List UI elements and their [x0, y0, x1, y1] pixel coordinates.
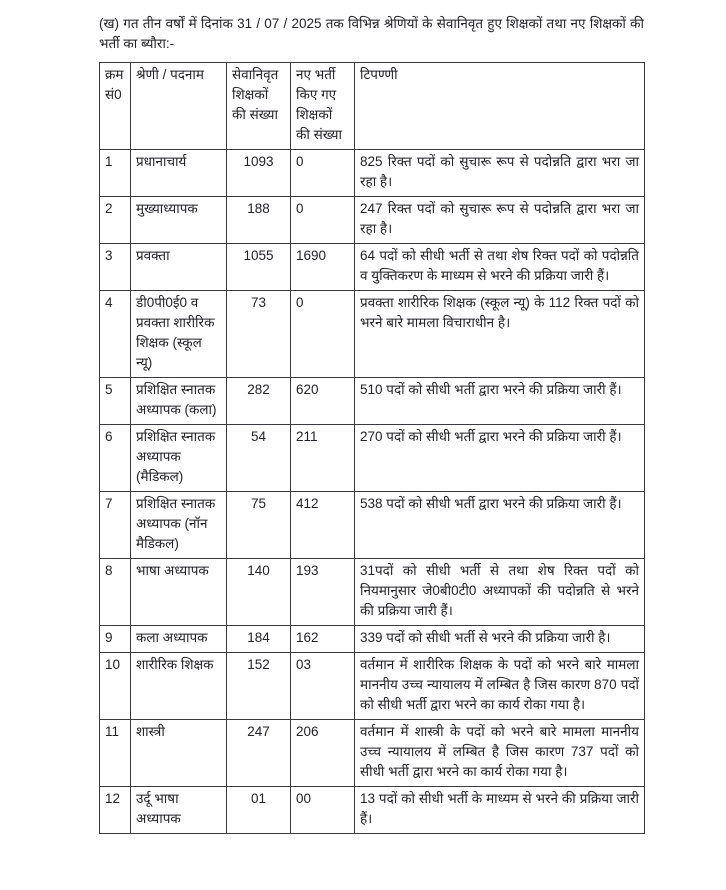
table-row [100, 150, 645, 197]
table-row [100, 492, 645, 559]
cell-serial-number: 9 [100, 626, 131, 653]
cell-retired-count: 247 [227, 720, 291, 787]
cell-retired-count: 73 [227, 291, 291, 378]
cell-retired-count: 01 [227, 787, 291, 834]
cell-recruited-count: 162 [291, 626, 355, 653]
cell-serial-number: 2 [100, 197, 131, 244]
teachers-table [99, 62, 645, 834]
cell-remark: 510 पदों को सीधी भर्ती द्वारा भरने की प्रक्रिया जारी हैं। [355, 378, 645, 425]
table-row [100, 291, 645, 378]
table-row [100, 720, 645, 787]
cell-remark: वर्तमान में शारीरिक शिक्षक के पदों को भरने बारे मामला माननीय उच्च न्यायालय में लम्बित है जिस कारण 870 पदों को सीधी भर्ती द्वारा भरने का कार्य रोका गया है। [355, 653, 645, 720]
cell-retired-count: 152 [227, 653, 291, 720]
table-row [100, 787, 645, 834]
cell-retired-count: 184 [227, 626, 291, 653]
table-row [100, 197, 645, 244]
cell-category: कला अध्यापक [131, 626, 227, 653]
table-row [100, 425, 645, 492]
cell-retired-count: 282 [227, 378, 291, 425]
cell-serial-number: 4 [100, 291, 131, 378]
cell-remark: 339 पदों को सीधी भर्ती से भरने की प्रक्रिया जारी है। [355, 626, 645, 653]
table-row [100, 653, 645, 720]
cell-retired-count: 188 [227, 197, 291, 244]
cell-recruited-count: 193 [291, 559, 355, 626]
cell-category: प्रशिक्षित स्नातक अध्यापक (कला) [131, 378, 227, 425]
table-header-row [100, 63, 645, 150]
cell-recruited-count: 0 [291, 197, 355, 244]
cell-category: प्रवक्ता [131, 244, 227, 291]
cell-category: उर्दू भाषा अध्यापक [131, 787, 227, 834]
cell-category: प्रधानाचार्य [131, 150, 227, 197]
cell-recruited-count: 00 [291, 787, 355, 834]
cell-recruited-count: 620 [291, 378, 355, 425]
cell-category: डी0पी0ई0 व प्रवक्ता शारीरिक शिक्षक (स्कूल न्यू) [131, 291, 227, 378]
cell-recruited-count: 03 [291, 653, 355, 720]
cell-category: भाषा अध्यापक [131, 559, 227, 626]
cell-category: शास्त्री [131, 720, 227, 787]
cell-remark: 825 रिक्त पदों को सुचारू रूप से पदोन्नति द्वारा भरा जा रहा है। [355, 150, 645, 197]
cell-serial-number: 3 [100, 244, 131, 291]
cell-serial-number: 11 [100, 720, 131, 787]
cell-recruited-count: 206 [291, 720, 355, 787]
cell-serial-number: 8 [100, 559, 131, 626]
cell-remark: प्रवक्ता शारीरिक शिक्षक (स्कूल न्यू) के 112 रिक्त पदों को भरने बारे मामला विचाराधीन है। [355, 291, 645, 378]
cell-recruited-count: 1690 [291, 244, 355, 291]
header-category-designation: श्रेणी / पदनाम [131, 63, 227, 150]
cell-recruited-count: 211 [291, 425, 355, 492]
cell-serial-number: 10 [100, 653, 131, 720]
cell-serial-number: 12 [100, 787, 131, 834]
table-body [100, 150, 645, 834]
table-row [100, 244, 645, 291]
header-remarks: टिपण्णी [355, 63, 645, 150]
header-retired-teachers-count: सेवानिवृत शिक्षकों की संख्या [227, 63, 291, 150]
cell-remark: 538 पदों को सीधी भर्ती द्वारा भरने की प्रक्रिया जारी हैं। [355, 492, 645, 559]
cell-retired-count: 1055 [227, 244, 291, 291]
header-serial-number: क्रम सं0 [100, 63, 131, 150]
cell-category: शारीरिक शिक्षक [131, 653, 227, 720]
header-new-recruited-teachers-count: नए भर्ती किए गए शिक्षकों की संख्या [291, 63, 355, 150]
cell-remark: 64 पदों को सीधी भर्ती से तथा शेष रिक्त पदों को पदोन्नति व युक्तिकरण के माध्यम से भरने की प्रक्रिया जारी हैं। [355, 244, 645, 291]
cell-retired-count: 75 [227, 492, 291, 559]
cell-serial-number: 5 [100, 378, 131, 425]
cell-serial-number: 1 [100, 150, 131, 197]
cell-remark: 270 पदों को सीधी भर्ती द्वारा भरने की प्रक्रिया जारी हैं। [355, 425, 645, 492]
table-row [100, 626, 645, 653]
cell-remark: 247 रिक्त पदों को सुचारू रूप से पदोन्नति द्वारा भरा जा रहा है। [355, 197, 645, 244]
document-page [99, 14, 644, 834]
cell-recruited-count: 0 [291, 150, 355, 197]
cell-retired-count: 54 [227, 425, 291, 492]
cell-retired-count: 140 [227, 559, 291, 626]
cell-recruited-count: 0 [291, 291, 355, 378]
cell-category: प्रशिक्षित स्नातक अध्यापक (नॉन मैडिकल) [131, 492, 227, 559]
intro-paragraph: (ख) गत तीन वर्षों में दिनांक 31 / 07 / 2025 तक विभिन्न श्रेणियों के सेवानिवृत हुए शिक्षकों तथा नए शिक्षकों की भर्ती का ब्यौरा:- [99, 16, 644, 51]
cell-category: मुख्याध्यापक [131, 197, 227, 244]
cell-remark: 13 पदों को सीधी भर्ती के माध्यम से भरने की प्रक्रिया जारी हैं। [355, 787, 645, 834]
table-row [100, 559, 645, 626]
cell-remark: वर्तमान में शास्त्री के पदों को भरने बारे मामला माननीय उच्च न्यायालय में लम्बित है जिस कारण 737 पदों को सीधी भर्ती द्वारा भरने का कार्य रोका गया है। [355, 720, 645, 787]
cell-category: प्रशिक्षित स्नातक अध्यापक (मैडिकल) [131, 425, 227, 492]
cell-serial-number: 7 [100, 492, 131, 559]
cell-retired-count: 1093 [227, 150, 291, 197]
cell-serial-number: 6 [100, 425, 131, 492]
table-row [100, 378, 645, 425]
cell-remark: 31पदों को सीधी भर्ती से तथा शेष रिक्त पदों को नियमानुसार जे0बी0टी0 अध्यापकों की पदोन्नति से भरने की प्रक्रिया जारी हैं। [355, 559, 645, 626]
cell-recruited-count: 412 [291, 492, 355, 559]
